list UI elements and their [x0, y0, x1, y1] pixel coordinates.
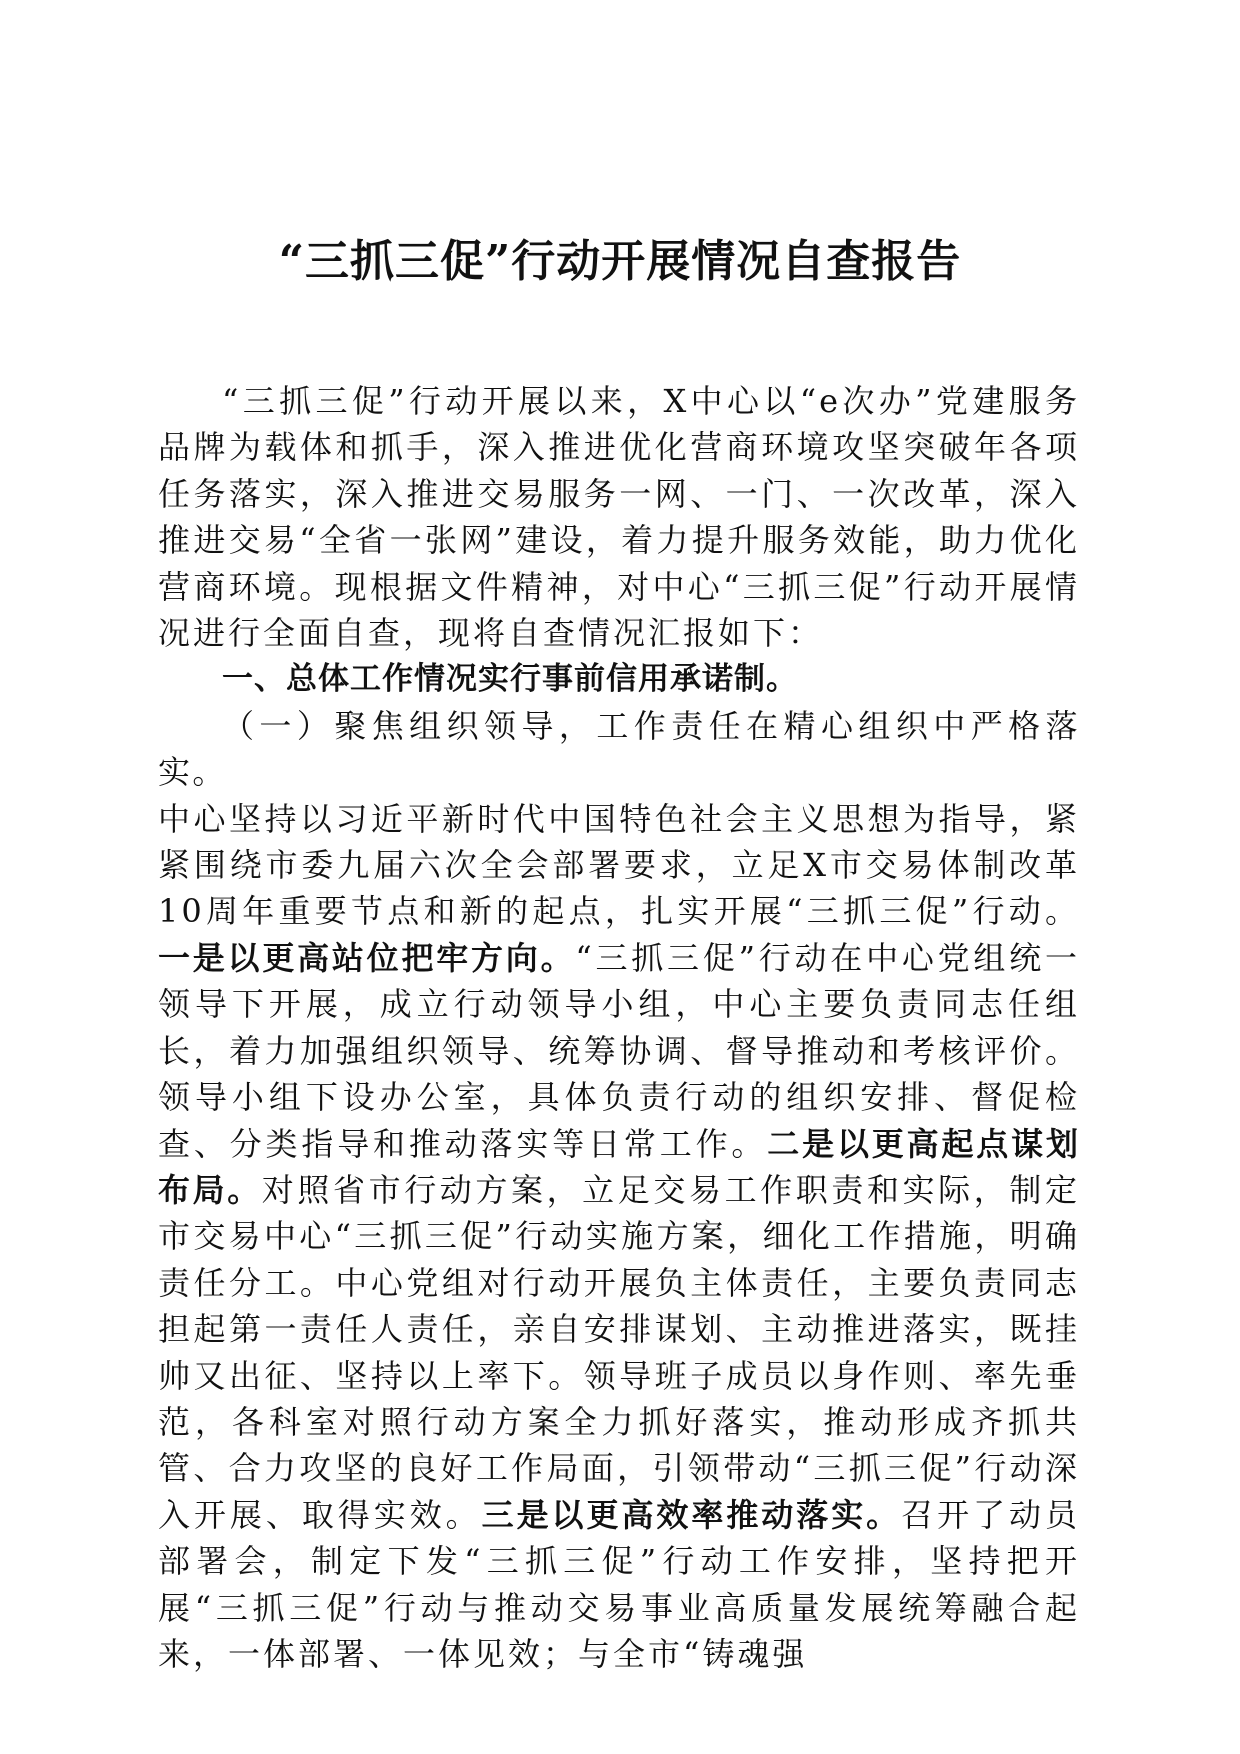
section-heading: 一、总体工作情况实行事前信用承诺制。 — [222, 661, 798, 698]
paragraph-text: 对照省市行动方案，立足交易工作职责和实际，制定市交易中心“三抓三促”行动实施方案，细化工作措施，明确责任分工。中心党组对行动开展负主体责任，主要负责同志担起第一责任人责任，亲自安排谋划、主动推进落实，既挂帅又出征、坚持以上率下。领导班子成员以身作则、率先垂范，各科室对照行动方案全力抓好落实，推动形成齐抓共管、合力攻坚的良好工作局面，引领带动“三抓三促”行动深入开展、取得实效。 — [158, 1170, 1080, 1534]
bold-lead-phrase: 一是以更高站位把牢方向。 — [158, 938, 576, 977]
intro-paragraph: “三抓三促”行动开展以来，X中心以“e次办”党建服务品牌为载体和抓手，深入推进优化营商环境攻坚突破年各项任务落实，深入推进交易服务一网、一门、一次改革，深入推进交易“全省一张网”建设，着力提升服务效能，助力优化营商环境。现根据文件精神，对中心“三抓三促”行动开展情况进行全面自查，现将自查情况汇报如下： — [158, 382, 1080, 653]
document-title: “三抓三促”行动开展情况自查报告 — [278, 236, 962, 287]
paragraph-text: 召开了动员部署会，制定下发“三抓三促”行动工作安排，坚持把开展“三抓三促”行动与推动交易事业高质量发展统筹融合起来，一体部署、一体见效；与全市“铸魂强 — [158, 1495, 1080, 1673]
paragraph-text: “三抓三促”行动在中心党组统一领导下开展，成立行动领导小组，中心主要负责同志任组长，着力加强组织领导、统筹协调、督导推动和考核评价。领导小组下设办公室，具体负责行动的组织安排、督促检查、分类指导和推动落实等日常工作。 — [158, 938, 1080, 1163]
bold-lead-phrase: 二是以更高起点谋划布局。 — [158, 1124, 1080, 1209]
bold-lead-phrase: 三是以更高效率推动落实。 — [481, 1495, 902, 1534]
subsection-heading: （一）聚焦组织领导，工作责任在精心组织中严格落实。 — [158, 706, 1080, 792]
body-paragraph — [158, 796, 1080, 1678]
document-body — [158, 378, 1080, 1677]
paragraph-text: 中心坚持以习近平新时代中国特色社会主义思想为指导，紧紧围绕市委九届六次全会部署要求，立足X市交易体制改革10周年重要节点和新的起点，扎实开展“三抓三促”行动。 — [158, 799, 1080, 931]
